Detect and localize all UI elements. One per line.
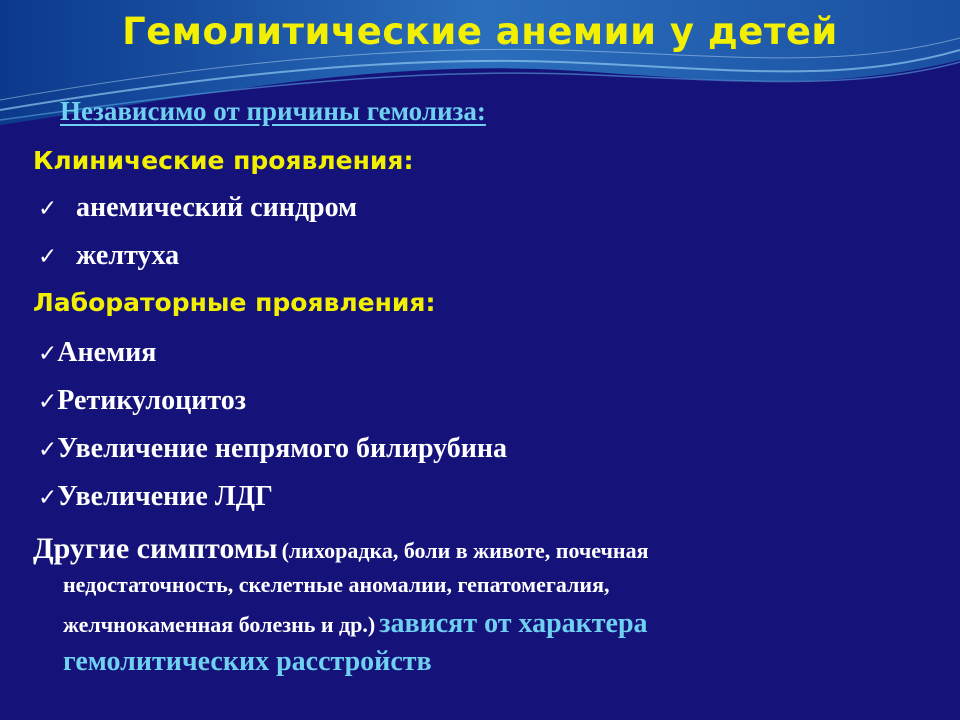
check-icon: ✓ bbox=[38, 244, 58, 270]
clinical-item-label: желтуха bbox=[76, 240, 180, 271]
check-icon: ✓ bbox=[38, 389, 58, 415]
laboratory-heading: Лабораторные проявления: bbox=[33, 288, 436, 317]
other-symptoms-details-3: желчнокаменная болезнь и др.) bbox=[63, 612, 376, 637]
laboratory-item-label: Увеличение непрямого билирубина bbox=[57, 433, 508, 464]
subtitle: Независимо от причины гемолиза: bbox=[60, 96, 486, 126]
conclusion-text-2: гемолитических расстройств bbox=[63, 646, 432, 677]
laboratory-item-label: Ретикулоцитоз bbox=[57, 385, 246, 416]
clinical-heading: Клинические проявления: bbox=[33, 146, 414, 175]
clinical-item bbox=[38, 240, 179, 272]
clinical-item-label: анемический синдром bbox=[76, 192, 358, 223]
laboratory-item bbox=[38, 337, 156, 369]
check-icon: ✓ bbox=[38, 196, 58, 222]
conclusion-text-1: зависят от характера bbox=[379, 608, 648, 639]
check-icon: ✓ bbox=[38, 341, 58, 367]
clinical-item bbox=[38, 192, 357, 224]
laboratory-item-label: Анемия bbox=[57, 337, 157, 368]
slide-title: Гемолитические анемии у детей bbox=[122, 10, 838, 53]
check-icon: ✓ bbox=[38, 437, 58, 463]
other-symptoms-details-2: недостаточность, скелетные аномалии, гепатомегалия, bbox=[63, 572, 610, 597]
other-symptoms-lead: Другие симптомы bbox=[33, 532, 278, 565]
other-symptoms-details-1: (лихорадка, боли в животе, почечная bbox=[281, 538, 649, 563]
laboratory-item bbox=[38, 481, 273, 513]
laboratory-item bbox=[38, 385, 246, 417]
check-icon: ✓ bbox=[38, 485, 58, 511]
laboratory-item-label: Увеличение ЛДГ bbox=[57, 481, 273, 512]
laboratory-item bbox=[38, 433, 507, 465]
